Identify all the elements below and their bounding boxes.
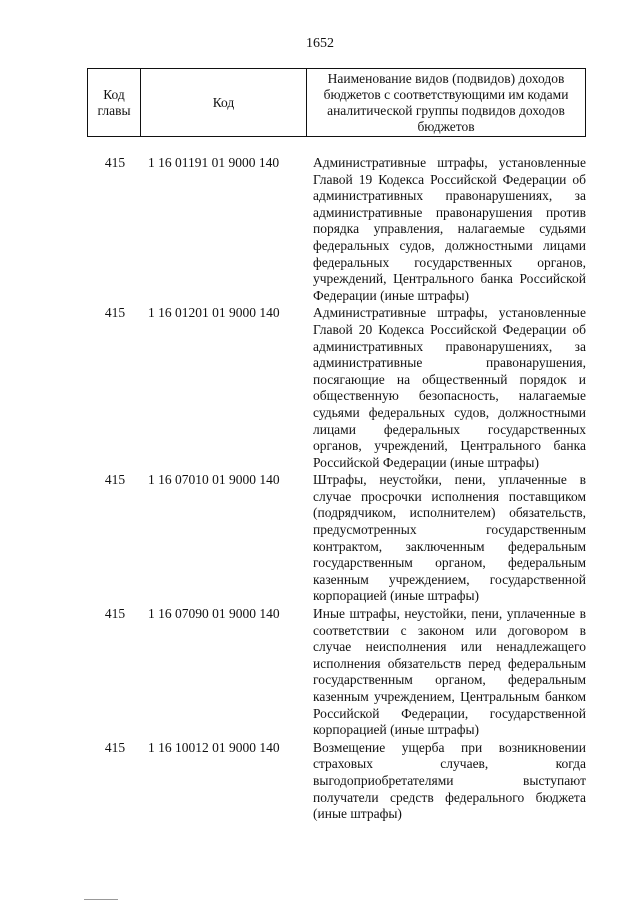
header-head-code: Код главы (88, 69, 141, 136)
row-code: 1 16 01201 01 9000 140 (148, 305, 280, 321)
row-name: Иные штрафы, неустойки, пени, уплаченные в соответствии с законом или договором в случае неисполнения или ненадлежащего исполнения обязательств перед федеральным государственным органом, федеральным казенным учреждением, Центральным банком Российской Федерации, государственной корпорацией (иные штрафы) (313, 606, 586, 738)
row-head-code: 415 (104, 606, 126, 622)
row-head-code: 415 (104, 739, 126, 755)
table-row (0, 305, 640, 471)
table-row (0, 155, 640, 304)
table-row (0, 472, 640, 605)
row-name: Административные штрафы, установленные Главой 19 Кодекса Российской Федерации об административных правонарушениях, за административные правонарушения против порядка управления, налагаемые судьями федеральных судов, должностными лицами федеральных государственных органов, учреждений, Центрального банка Российской Федерации (иные штрафы) (313, 155, 586, 303)
row-code: 1 16 07010 01 9000 140 (148, 472, 280, 488)
table-row (0, 606, 640, 739)
row-code: 1 16 01191 01 9000 140 (148, 155, 280, 170)
row-code: 1 16 10012 01 9000 140 (148, 739, 280, 755)
header-name: Наименование видов (подвидов) доходов бюджетов с соответствующими им кодами аналитической группы подвидов доходов бюджетов (323, 70, 569, 134)
table-row (0, 740, 640, 823)
footer-rule (84, 899, 118, 900)
row-head-code: 415 (104, 472, 126, 488)
row-code: 1 16 07090 01 9000 140 (148, 606, 280, 622)
table-body (0, 155, 640, 823)
table-header (87, 68, 586, 137)
header-code: Код (141, 69, 307, 136)
page-number: 1652 (306, 36, 334, 51)
row-name: Штрафы, неустойки, пени, уплаченные в случае просрочки исполнения поставщиком (подрядчиком, исполнителем) обязательств, предусмотренных государственным контрактом, заключенным федеральным государственным органом, федеральным казенным учреждением, государственной корпорацией (иные штрафы) (313, 472, 586, 604)
row-name: Административные штрафы, установленные Главой 20 Кодекса Российской Федерации об административных правонарушениях, за административные правонарушения, посягающие на общественный порядок и общественную безопасность, налагаемые судьями федеральных судов, должностными лицами федеральных государственных органов, учреждений, Центрального банка Российской Федерации (иные штрафы) (313, 305, 586, 470)
row-head-code: 415 (104, 305, 126, 321)
row-name: Возмещение ущерба при возникновении страховых случаев, когда выгодоприобретателями выступают получатели средств федерального бюджета (иные штрафы) (313, 739, 586, 822)
row-head-code: 415 (104, 155, 126, 170)
